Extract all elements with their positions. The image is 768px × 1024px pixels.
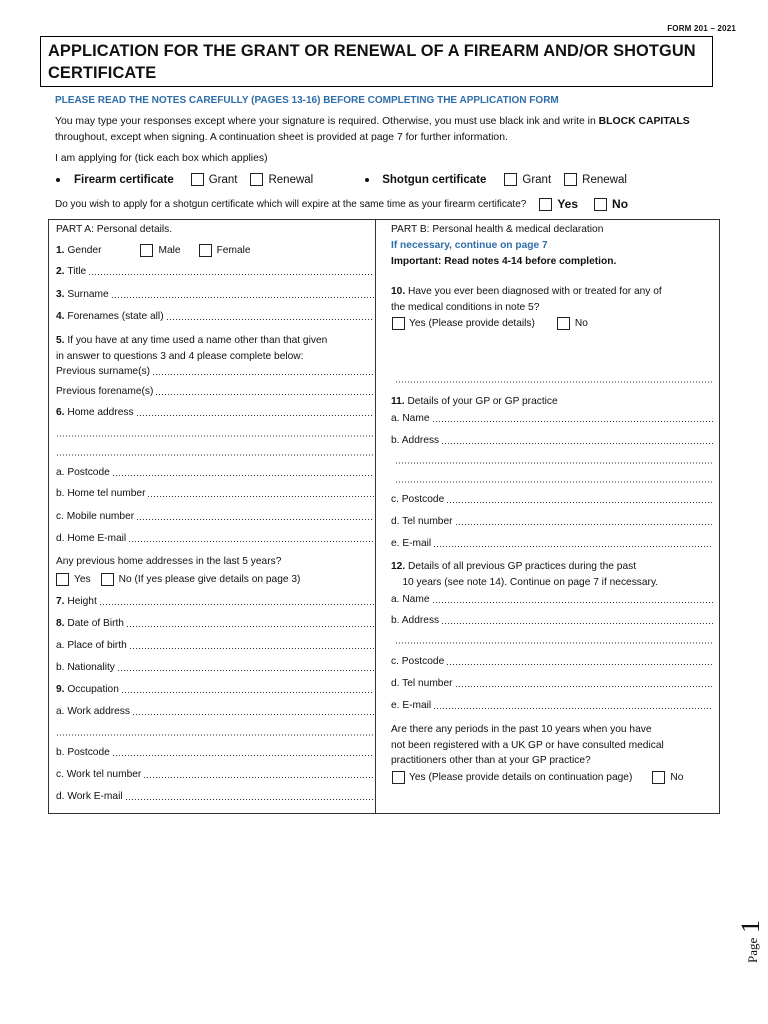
female-label: Female — [216, 245, 251, 256]
work-tel-field[interactable] — [56, 769, 374, 780]
expire-yes-label: Yes — [557, 197, 579, 211]
home-address-field[interactable] — [56, 407, 374, 418]
shotgun-grant-label: Grant — [522, 173, 552, 186]
title-label: Title — [67, 266, 87, 277]
previous-addresses-no-label: No (If yes please give details on page 3) — [118, 574, 301, 585]
dotted-line — [143, 777, 374, 778]
dotted-line — [128, 541, 374, 542]
form-number: FORM 201 – 2021 — [667, 24, 736, 33]
q11-text — [391, 394, 558, 410]
previous-surname-field[interactable] — [56, 366, 374, 377]
dotted-line — [136, 519, 374, 520]
q3-number: 3. — [56, 289, 65, 300]
intro-bold: BLOCK CAPITALS — [598, 116, 690, 127]
q5-line1: If you have at any time used a name other than that given — [67, 335, 328, 346]
nationality-field[interactable] — [56, 662, 374, 673]
work-address-field[interactable] — [56, 706, 374, 717]
dotted-line — [126, 626, 374, 627]
dotted-line — [112, 475, 374, 476]
gp-postcode-label: c. Postcode — [391, 494, 445, 505]
q10-yes-label: Yes (Please provide details) — [409, 318, 535, 329]
intro-paragraph — [55, 114, 725, 145]
dotted-line — [99, 604, 374, 605]
home-address-line-2[interactable] — [56, 435, 374, 437]
q6-number: 6. — [56, 407, 65, 418]
dotted-line — [121, 692, 374, 693]
gp-tel-field[interactable] — [391, 516, 713, 527]
firearm-grant-label: Grant — [208, 173, 238, 186]
dotted-line — [111, 297, 374, 298]
dotted-line — [132, 714, 374, 715]
dotted-line — [455, 686, 713, 687]
notice: PLEASE READ THE NOTES CAREFULLY (PAGES 13-16) BEFORE COMPLETING THE APPLICATION FORM — [55, 95, 559, 106]
q2-number: 2. — [56, 266, 65, 277]
q11-label: Details of your GP or GP practice — [407, 396, 558, 407]
q10-number: 10. — [391, 286, 406, 297]
home-address-label: Home address — [67, 407, 134, 418]
bullet-icon — [56, 178, 60, 182]
page-number-graphic — [737, 905, 768, 965]
work-address-line-2[interactable] — [56, 734, 374, 736]
gender-label: Gender — [67, 245, 102, 256]
place-of-birth-label: a. Place of birth — [56, 640, 127, 651]
part-b-heading: PART B: Personal health & medical declaration — [391, 224, 604, 235]
dotted-line — [147, 496, 374, 497]
home-address-line-3[interactable] — [56, 454, 374, 456]
q10-line2: the medical conditions in note 5? — [391, 301, 540, 313]
periods-answer-row — [392, 771, 683, 784]
date-of-birth-label: Date of Birth — [67, 618, 124, 629]
prev-gp-postcode-label: c. Postcode — [391, 656, 445, 667]
dotted-line — [125, 799, 374, 800]
q5-line2: in answer to questions 3 and 4 please complete below: — [56, 350, 304, 362]
dotted-line — [441, 443, 713, 444]
certificate-type-row — [56, 173, 627, 186]
occupation-field[interactable] — [56, 684, 374, 695]
q10-line1: Have you ever been diagnosed with or treated for any of — [408, 286, 662, 297]
mobile-field[interactable] — [56, 511, 374, 522]
page-number — [737, 905, 768, 965]
q11-number: 11. — [391, 396, 405, 407]
prev-gp-tel-field[interactable] — [391, 678, 713, 689]
prev-gp-email-field[interactable] — [391, 700, 713, 711]
intro-text-1: You may type your responses except where your signature is required. Otherwise, you must use black ink and write in — [55, 116, 599, 127]
page-digit: 1 — [737, 920, 765, 933]
dotted-line — [112, 755, 374, 756]
dotted-line — [433, 546, 713, 547]
shotgun-grant-checkbox[interactable] — [504, 173, 517, 186]
q10-no-checkbox[interactable] — [557, 317, 570, 330]
dotted-line — [441, 623, 713, 624]
q12-line2: 10 years (see note 14). Continue on page 7 if necessary. — [402, 576, 659, 588]
home-postcode-label: a. Postcode — [56, 467, 110, 478]
dotted-line — [432, 421, 713, 422]
gp-name-label: a. Name — [391, 413, 430, 424]
previous-addresses-yes-checkbox[interactable] — [56, 573, 69, 586]
continue-note: If necessary, continue on page 7 — [391, 240, 548, 251]
q7-number: 7. — [56, 596, 65, 607]
q8-number: 8. — [56, 618, 65, 629]
previous-addresses-no-checkbox[interactable] — [101, 573, 114, 586]
prev-gp-email-label: e. E-mail — [391, 700, 432, 711]
q12-line1: Details of all previous GP practices during the past — [408, 561, 637, 572]
previous-addresses-question: Any previous home addresses in the last 5 years? — [56, 556, 282, 567]
occupation-label: Occupation — [67, 684, 119, 695]
intro-text-2: throughout, except when signing. A continuation sheet is provided at page 7 for further information. — [55, 131, 508, 143]
dotted-line — [166, 319, 374, 320]
work-email-label: d. Work E-mail — [56, 791, 123, 802]
gp-address-field[interactable] — [391, 435, 713, 446]
expire-no-label: No — [612, 197, 629, 211]
periods-line2: not been registered with a UK GP or have consulted medical — [391, 739, 664, 751]
q12-number: 12. — [391, 561, 406, 572]
prev-gp-tel-label: d. Tel number — [391, 678, 453, 689]
home-postcode-field[interactable] — [56, 467, 374, 478]
surname-label: Surname — [67, 289, 109, 300]
dotted-line — [446, 664, 713, 665]
prev-gp-address-label: b. Address — [391, 615, 440, 626]
periods-line1: Are there any periods in the past 10 years when you have — [391, 724, 652, 735]
periods-no-checkbox[interactable] — [652, 771, 665, 784]
previous-forename-label: Previous forename(s) — [56, 386, 154, 397]
forenames-field[interactable] — [56, 311, 374, 322]
q10-details-line[interactable] — [395, 381, 713, 383]
form-title: APPLICATION FOR THE GRANT OR RENEWAL OF A FIREARM AND/OR SHOTGUN CERTIFICATE — [40, 36, 713, 87]
bullet-icon — [365, 178, 369, 182]
periods-yes-checkbox[interactable] — [392, 771, 405, 784]
gp-address-line-3[interactable] — [395, 481, 713, 483]
height-field[interactable] — [56, 596, 374, 607]
expire-yes-checkbox[interactable] — [539, 198, 552, 211]
dotted-line — [136, 415, 374, 416]
q5-text — [56, 333, 327, 364]
work-postcode-label: b. Postcode — [56, 747, 110, 758]
q10-text — [391, 284, 662, 315]
expire-question-row — [55, 197, 628, 211]
firearm-renewal-checkbox[interactable] — [250, 173, 263, 186]
work-address-label: a. Work address — [56, 706, 130, 717]
periods-line3: practitioners other than at your GP practice? — [391, 755, 591, 766]
forenames-label: Forenames (state all) — [67, 311, 164, 322]
firearm-label: Firearm certificate — [74, 173, 174, 186]
shotgun-renewal-label: Renewal — [582, 173, 627, 186]
prev-gp-name-field[interactable] — [391, 594, 713, 605]
work-postcode-field[interactable] — [56, 747, 374, 758]
mobile-label: c. Mobile number — [56, 511, 135, 522]
dotted-line — [455, 524, 713, 525]
previous-forename-field[interactable] — [56, 386, 374, 397]
important-note: Important: Read notes 4-14 before completion. — [391, 256, 617, 267]
home-email-label: d. Home E-mail — [56, 533, 127, 544]
shotgun-renewal-checkbox[interactable] — [564, 173, 577, 186]
gp-address-label: b. Address — [391, 435, 440, 446]
firearm-renewal-label: Renewal — [268, 173, 314, 186]
dotted-line — [155, 394, 374, 395]
gp-email-label: e. E-mail — [391, 538, 432, 549]
home-tel-field[interactable] — [56, 488, 374, 499]
q1-number: 1. — [56, 245, 65, 256]
q5-number: 5. — [56, 335, 65, 346]
q9-number: 9. — [56, 684, 65, 695]
periods-yes-label: Yes (Please provide details on continuation page) — [409, 772, 633, 783]
prev-gp-postcode-field[interactable] — [391, 656, 713, 667]
shotgun-label: Shotgun certificate — [382, 173, 487, 186]
gp-tel-label: d. Tel number — [391, 516, 453, 527]
work-email-field[interactable] — [56, 791, 374, 802]
periods-no-label: No — [670, 772, 684, 783]
dotted-line — [446, 502, 713, 503]
q10-answer-row — [392, 317, 588, 330]
title-field[interactable] — [56, 266, 374, 277]
date-of-birth-field[interactable] — [56, 618, 374, 629]
male-label: Male — [158, 245, 181, 256]
nationality-label: b. Nationality — [56, 662, 115, 673]
surname-field[interactable] — [56, 289, 374, 300]
firearm-grant-checkbox[interactable] — [191, 173, 204, 186]
previous-addresses-yes-label: Yes — [74, 574, 91, 585]
page-label: Page — [745, 937, 760, 963]
gp-address-line-2[interactable] — [395, 462, 713, 464]
prev-gp-address-line-2[interactable] — [395, 642, 713, 644]
dotted-line — [433, 708, 713, 709]
home-email-field[interactable] — [56, 533, 374, 544]
column-divider — [375, 219, 376, 814]
gender-row — [56, 244, 251, 257]
part-a-heading: PART A: Personal details. — [56, 224, 173, 235]
dotted-line — [129, 648, 374, 649]
expire-no-checkbox[interactable] — [594, 198, 607, 211]
prev-gp-address-field[interactable] — [391, 615, 713, 626]
dotted-line — [88, 274, 374, 275]
gp-name-field[interactable] — [391, 413, 713, 424]
q12-text — [391, 559, 658, 590]
gp-postcode-field[interactable] — [391, 494, 713, 505]
q10-no-label: No — [574, 318, 588, 329]
applying-for: I am applying for (tick each box which applies) — [55, 153, 268, 164]
q10-yes-checkbox[interactable] — [392, 317, 405, 330]
dotted-line — [152, 374, 374, 375]
gp-email-field[interactable] — [391, 538, 713, 549]
work-tel-label: c. Work tel number — [56, 769, 142, 780]
place-of-birth-field[interactable] — [56, 640, 374, 651]
previous-surname-label: Previous surname(s) — [56, 366, 150, 377]
home-tel-label: b. Home tel number — [56, 488, 146, 499]
prev-gp-name-label: a. Name — [391, 594, 430, 605]
male-checkbox[interactable] — [140, 244, 153, 257]
height-label: Height — [67, 596, 97, 607]
periods-question — [391, 722, 664, 769]
previous-addresses-row — [56, 573, 300, 586]
q4-number: 4. — [56, 311, 65, 322]
expire-question-text: Do you wish to apply for a shotgun certificate which will expire at the same time as your firearm certificate? — [55, 198, 527, 210]
female-checkbox[interactable] — [199, 244, 212, 257]
dotted-line — [117, 670, 374, 671]
dotted-line — [432, 602, 713, 603]
